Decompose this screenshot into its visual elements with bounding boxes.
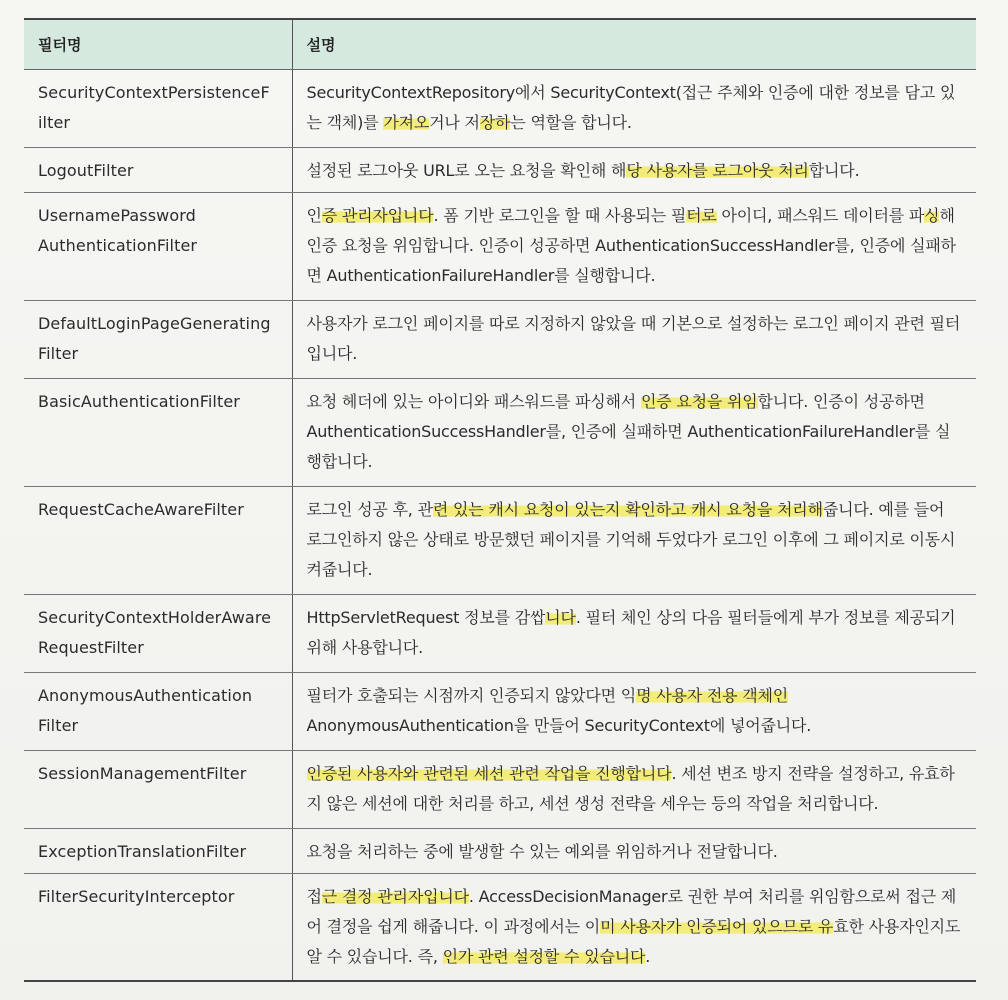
table-row bbox=[24, 486, 976, 594]
table-row bbox=[24, 672, 976, 750]
highlighted-text: 가져오 bbox=[383, 112, 430, 132]
filter-name-cell bbox=[24, 147, 292, 192]
table-row bbox=[24, 594, 976, 672]
header-filter-name: 필터명 bbox=[24, 19, 292, 69]
filter-name-cell bbox=[24, 192, 292, 300]
filter-description-cell: 설정된 로그아웃 URL로 오는 요청을 확인해 해당 사용자를 로그아웃 처리합니다. bbox=[292, 147, 976, 192]
header-description: 설명 bbox=[292, 19, 976, 69]
highlighted-text: 당 사용자를 로그아웃 처리 bbox=[626, 160, 809, 180]
filter-name-text: DefaultLoginPageGenerating bbox=[38, 313, 271, 333]
filter-name-text: Filter bbox=[38, 715, 79, 735]
table-row bbox=[24, 873, 976, 981]
filter-description-cell: SecurityContextRepository에서 SecurityContext(접근 주체와 인증에 대한 정보를 담고 있는 객체)를 가져오거나 저장하는 역할을 합니다. bbox=[292, 69, 976, 147]
filter-name-cell bbox=[24, 672, 292, 750]
filter-name-text: AuthenticationFilter bbox=[38, 235, 198, 255]
highlighted-text: 명 사용자 전용 객체인 bbox=[636, 685, 789, 705]
table-row bbox=[24, 378, 976, 486]
filter-description-cell: 접근 결정 관리자입니다. AccessDecisionManager로 권한 부여 처리를 위임함으로써 접근 제어 결정을 쉽게 해줍니다. 이 과정에서는 이미 사용자가 인증되어 있으므로 유효한 사용자인지도 알 수 있습니다. 즉, 인가 관련 설정할 수 있습니다. bbox=[292, 873, 976, 981]
filter-name-cell bbox=[24, 594, 292, 672]
filter-name-text: FilterSecurityInterceptor bbox=[38, 886, 235, 906]
table-row bbox=[24, 300, 976, 378]
filter-name-cell bbox=[24, 873, 292, 981]
filter-description-cell: 요청 헤더에 있는 아이디와 패스워드를 파싱해서 인증 요청을 위임합니다. 인증이 성공하면 AuthenticationSuccessHandler를, 인증에 실패하면 AuthenticationFailureHandler를 실행합니다. bbox=[292, 378, 976, 486]
filter-name-text: BasicAuthenticationFilter bbox=[38, 391, 240, 411]
filter-name-text: AnonymousAuthentication bbox=[38, 685, 253, 705]
table-row bbox=[24, 192, 976, 300]
filter-description-cell: 요청을 처리하는 중에 발생할 수 있는 예외를 위임하거나 전달합니다. bbox=[292, 828, 976, 873]
table-row bbox=[24, 147, 976, 192]
table-row bbox=[24, 828, 976, 873]
filter-name-text: SecurityContextHolderAware bbox=[38, 607, 272, 627]
filter-name-text: ExceptionTranslationFilter bbox=[38, 841, 247, 861]
filter-name-cell bbox=[24, 486, 292, 594]
highlighted-text: 인증된 사용자와 관련된 세션 관련 작업을 진행합니다 bbox=[306, 763, 672, 783]
highlighted-text: 싱 bbox=[924, 205, 940, 225]
filter-name-text: UsernamePassword bbox=[38, 205, 196, 225]
filter-description-cell: HttpServletRequest 정보를 감쌉니다. 필터 체인 상의 다음 필터들에게 부가 정보를 제공되기 위해 사용합니다. bbox=[292, 594, 976, 672]
filter-name-text: SecurityContextPersistenceF bbox=[38, 82, 270, 102]
filter-name-cell bbox=[24, 750, 292, 828]
filter-name-text: RequestCacheAwareFilter bbox=[38, 499, 244, 519]
filter-name-text: RequestFilter bbox=[38, 637, 144, 657]
filter-name-text: LogoutFilter bbox=[38, 160, 134, 180]
filter-name-cell bbox=[24, 828, 292, 873]
highlighted-text: 미 사용자가 인증되어 있으므로 유 bbox=[600, 916, 834, 936]
filter-name-text: Filter bbox=[38, 343, 79, 363]
highlighted-text: 장하 bbox=[479, 112, 511, 132]
filter-table bbox=[24, 18, 976, 982]
filter-description-cell: 필터가 호출되는 시점까지 인증되지 않았다면 익명 사용자 전용 객체인 AnonymousAuthentication을 만들어 SecurityContext에 넣어줍니다. bbox=[292, 672, 976, 750]
table-body bbox=[24, 69, 976, 981]
table-header bbox=[24, 19, 976, 69]
highlighted-text: 인증 요청을 위임 bbox=[640, 391, 758, 411]
filter-description-cell: 사용자가 로그인 페이지를 따로 지정하지 않았을 때 기본으로 설정하는 로그인 페이지 관련 필터입니다. bbox=[292, 300, 976, 378]
filter-name-cell bbox=[24, 300, 292, 378]
filter-name-text: ilter bbox=[38, 112, 71, 132]
highlighted-text: 근 결정 관리자입니다 bbox=[321, 886, 469, 906]
highlighted-text: 터로 bbox=[686, 205, 717, 225]
table-row bbox=[24, 69, 976, 147]
filter-name-cell bbox=[24, 378, 292, 486]
highlighted-text: 인가 관련 설정할 수 있습니다 bbox=[442, 946, 646, 966]
filter-description-cell: 인증된 사용자와 관련된 세션 관련 작업을 진행합니다. 세션 변조 방지 전략을 설정하고, 유효하지 않은 세션에 대한 처리를 하고, 세션 생성 전략을 세우는 등의 작업을 처리합니다. bbox=[292, 750, 976, 828]
filter-name-cell bbox=[24, 69, 292, 147]
highlighted-text: 증 관리자입니다 bbox=[321, 205, 434, 225]
highlighted-text: 련 있는 캐시 요청이 있는지 확인하고 캐시 요청을 처리해 bbox=[432, 499, 823, 519]
highlighted-text: 니다 bbox=[545, 607, 576, 627]
table-row bbox=[24, 750, 976, 828]
filter-description-cell: 로그인 성공 후, 관련 있는 캐시 요청이 있는지 확인하고 캐시 요청을 처리해줍니다. 예를 들어 로그인하지 않은 상태로 방문했던 페이지를 기억해 두었다가 로그인 이후에 그 페이지로 이동시켜줍니다. bbox=[292, 486, 976, 594]
filter-name-text: SessionManagementFilter bbox=[38, 763, 247, 783]
filter-description-cell: 인증 관리자입니다. 폼 기반 로그인을 할 때 사용되는 필터로 아이디, 패스워드 데이터를 파싱해 인증 요청을 위임합니다. 인증이 성공하면 AuthenticationSuccessHandler를, 인증에 실패하면 AuthenticationFailureHandler를 실행합니다. bbox=[292, 192, 976, 300]
